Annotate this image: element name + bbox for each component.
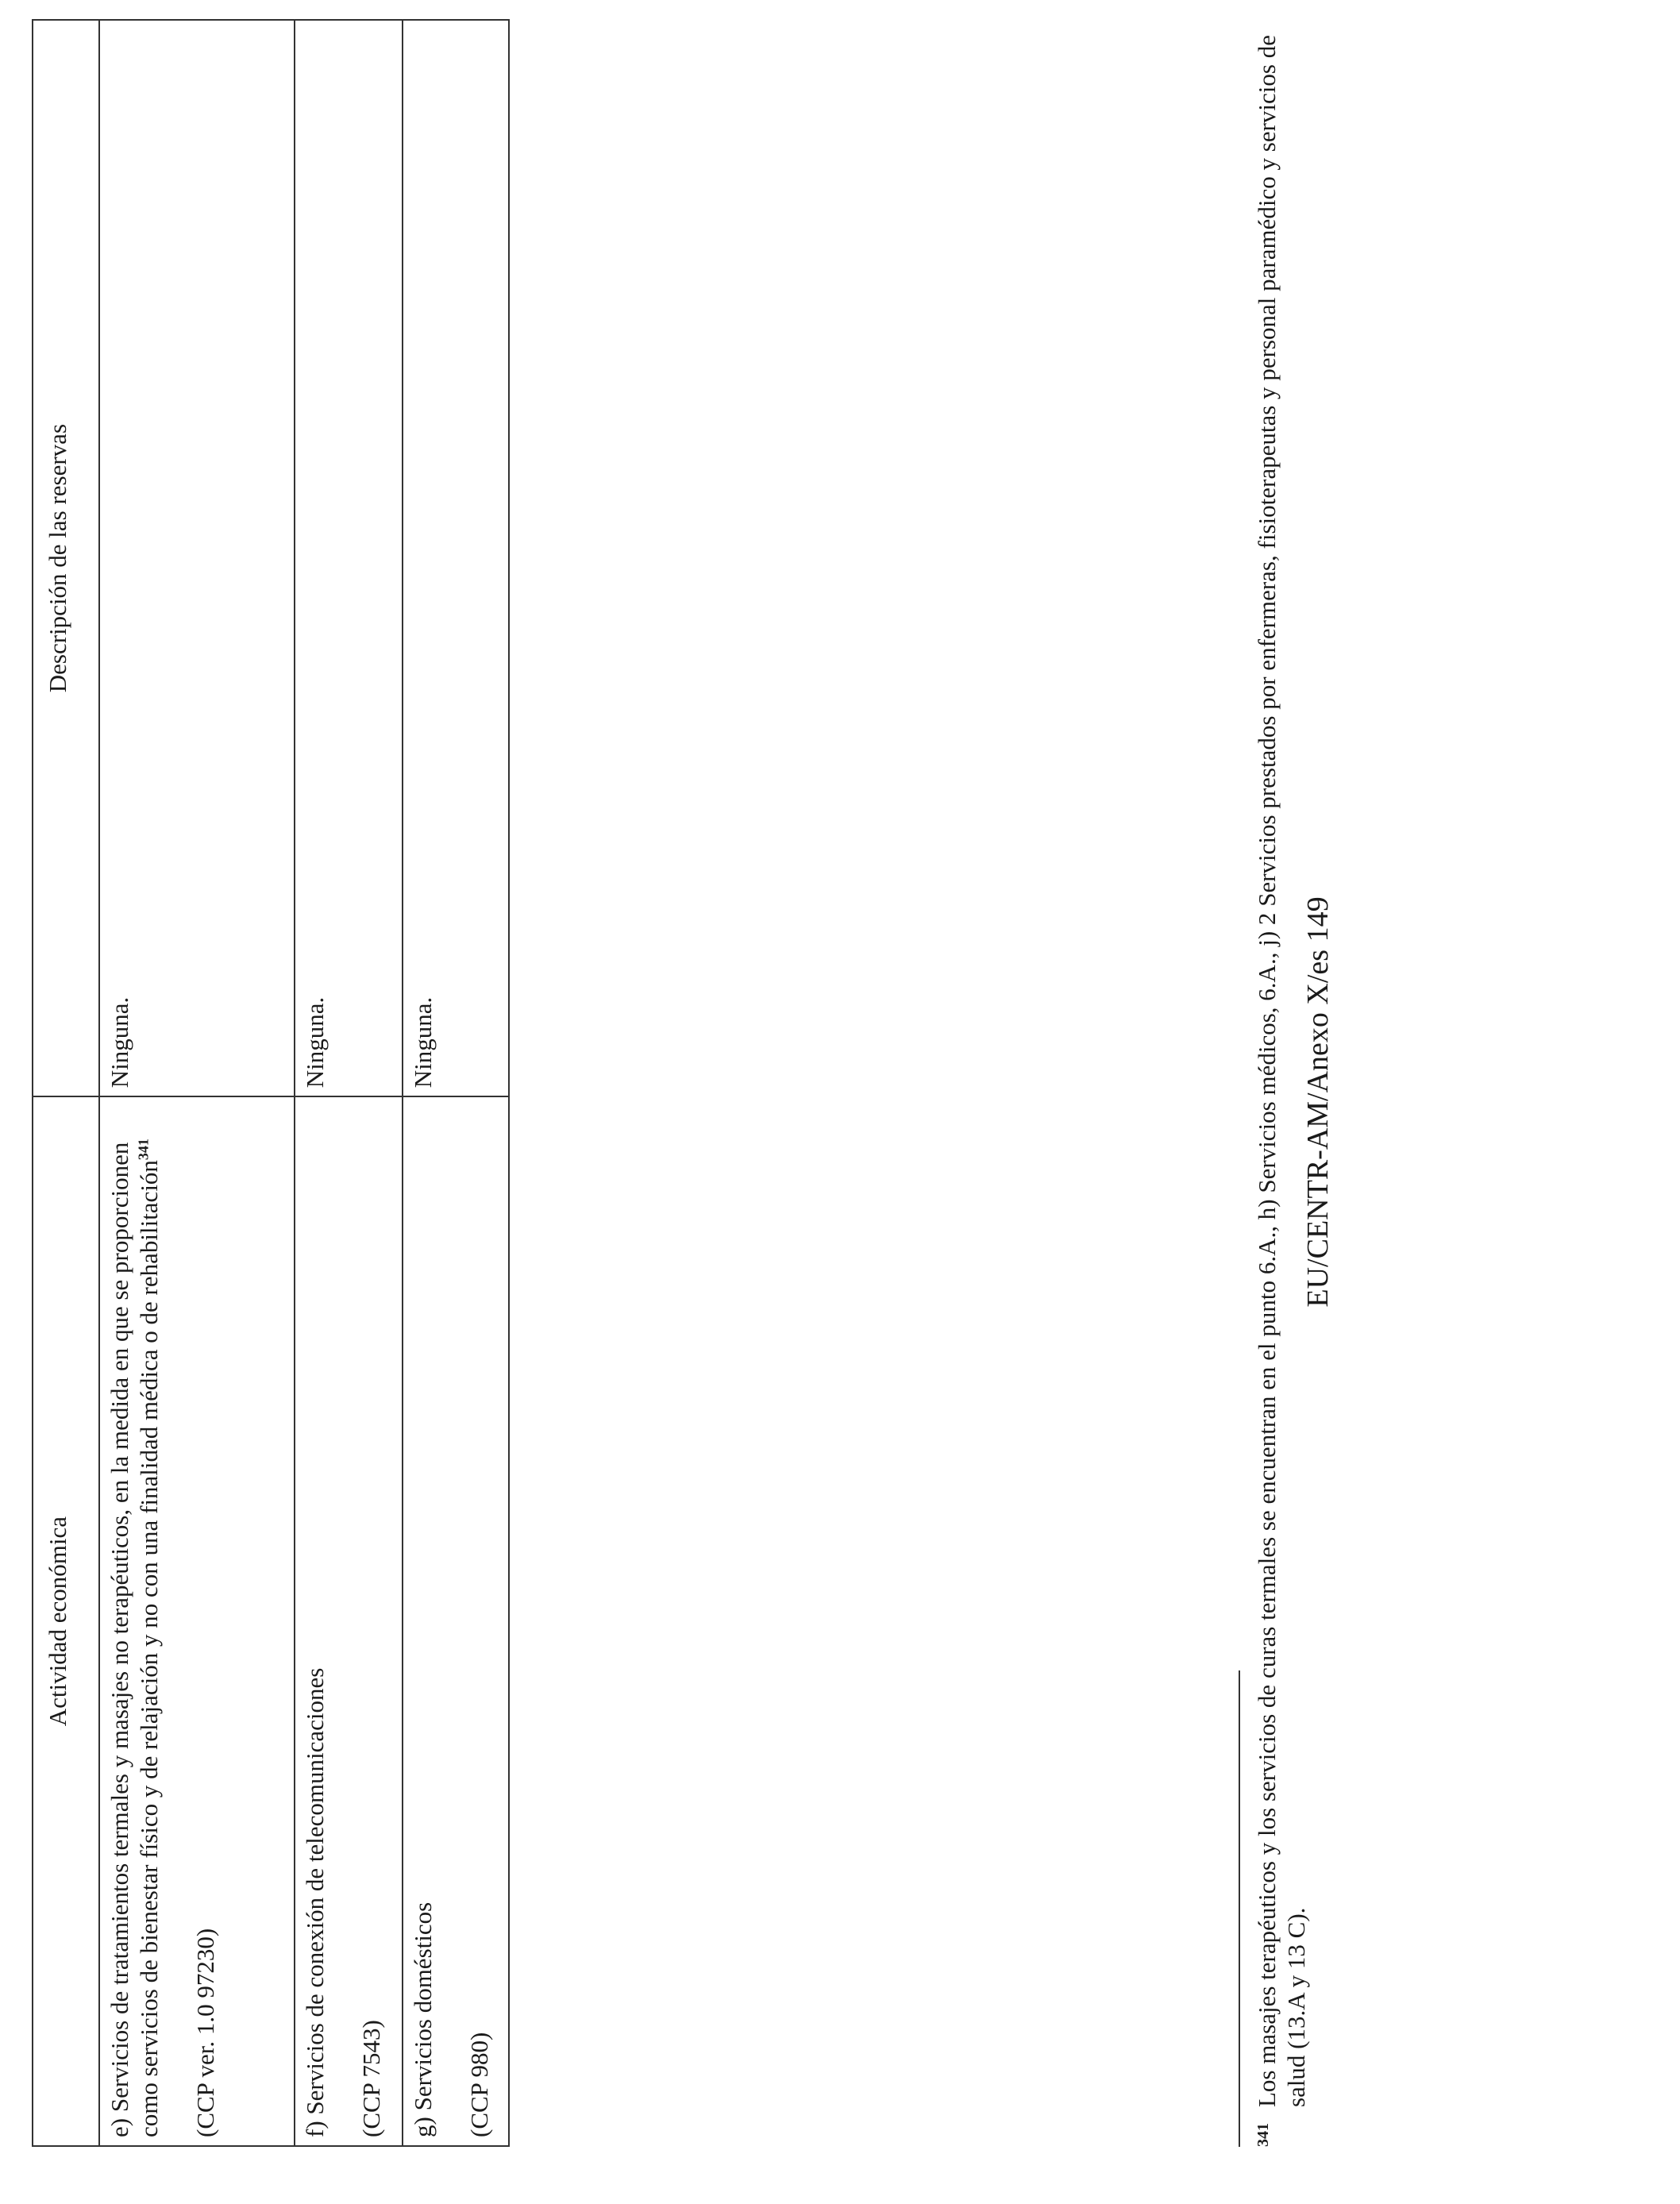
- activity-text: e) Servicios de tratamientos termales y masajes no terapéuticos, en la medida en que se proporcionen como servicios de bienestar físico y de relajación y no con una finalidad médica o de rehabilitación$^{341}$: [106, 1139, 164, 2137]
- description-cell: [295, 20, 403, 1096]
- footnote-text: Los masajes terapéuticos y los servicios de curas termales se encuentran en el punto 6.A., h) Servicios médicos, 6.A., j) 2 Servicios prestados por enfermeras, fisioterapeutas y personal paramédico y servicios de salud (13.A y 13 C).: [1253, 35, 1310, 2107]
- reservations-table: [32, 19, 510, 2147]
- table-row: [99, 20, 295, 2146]
- footnote-ref: 341: [135, 1139, 152, 1161]
- description-cell: [99, 20, 295, 1096]
- activity-text: f) Servicios de conexión de telecomunicaciones: [301, 1667, 329, 2137]
- page-footer: EU/CENTR-AM/Anexo X/es 149: [1301, 896, 1335, 1308]
- activity-cell: [403, 1096, 509, 2146]
- description-text: Ninguna.: [301, 996, 329, 1089]
- table-row: [403, 20, 509, 2146]
- ccp-code: (CCP 980): [465, 2032, 494, 2137]
- activity-text: g) Servicios domésticos: [409, 1902, 437, 2137]
- table-header-row: [33, 20, 99, 2146]
- ccp-code: (CCP ver. 1.0 97230): [191, 1928, 220, 2137]
- activity-cell: [99, 1096, 295, 2146]
- ccp-code: (CCP 7543): [357, 2020, 386, 2137]
- description-text: Ninguna.: [106, 996, 133, 1089]
- footnote-separator: [1239, 1670, 1240, 2147]
- description-cell: [403, 20, 509, 1096]
- description-text: Ninguna.: [409, 996, 437, 1089]
- footnote-number: 341: [1254, 2123, 1272, 2147]
- header-description: Descripción de las reservas: [33, 20, 99, 1096]
- activity-cell: [295, 1096, 403, 2146]
- header-activity: Actividad económica: [33, 1096, 99, 2146]
- table-row: [295, 20, 403, 2146]
